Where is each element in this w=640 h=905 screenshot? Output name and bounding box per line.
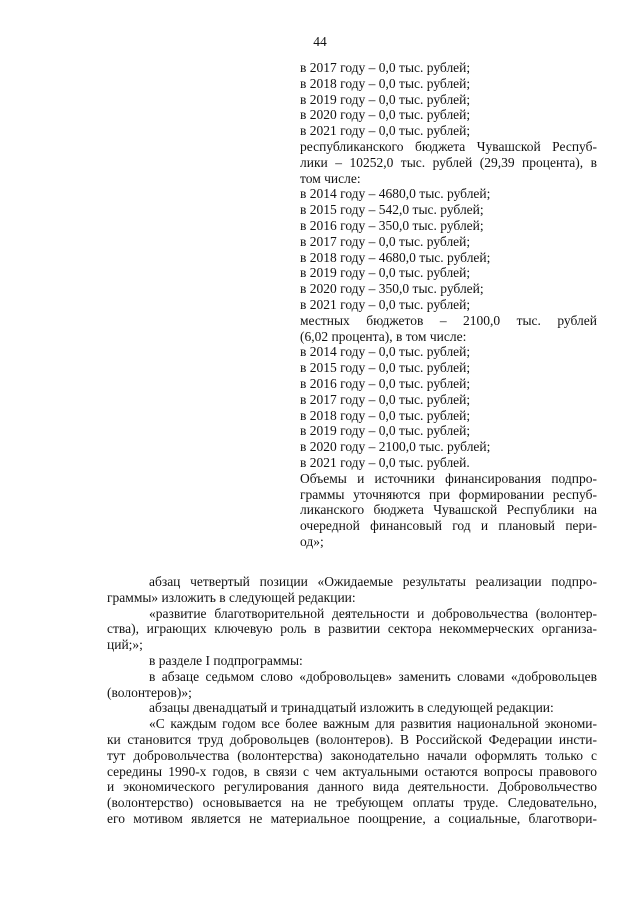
paragraph-line: (волонтеров)»; — [107, 684, 192, 700]
text-line: в 2021 году – 0,0 тыс. рублей; — [300, 123, 471, 139]
text-line: в 2017 году – 0,0 тыс. рублей; — [300, 233, 471, 249]
text-line: в 2019 году – 0,0 тыс. рублей; — [300, 265, 471, 281]
paragraph-line: ки становится труд добровольцев (волонтеров). В Российской Федерации инсти- — [107, 731, 597, 747]
text-line: в 2021 году – 0,0 тыс. рублей; — [300, 296, 471, 312]
text-line: в 2018 году – 4680,0 тыс. рублей; — [300, 249, 491, 265]
text-line: в 2018 году – 0,0 тыс. рублей; — [300, 75, 471, 91]
text-line: в 2015 году – 542,0 тыс. рублей; — [300, 202, 484, 218]
text-line: в 2017 году – 0,0 тыс. рублей; — [300, 60, 471, 75]
text-line: республиканского бюджета Чувашской Респуб- — [300, 138, 597, 154]
paragraph-line: ций;»; — [107, 637, 143, 653]
text-line: граммы уточняются при формировании респуб- — [300, 486, 597, 502]
text-line: в 2014 году – 0,0 тыс. рублей; — [300, 344, 471, 360]
paragraph-line: тут добровольчества (волонтерства) законодательно начали оформлять только с — [107, 747, 597, 763]
text-line: в 2019 году – 0,0 тыс. рублей; — [300, 91, 471, 107]
paragraph-line: и экономического регулирования данного вида деятельности. Добровольчество — [107, 779, 597, 795]
paragraph-line: абзац четвертый позиции «Ожидаемые результаты реализации подпро- — [149, 574, 597, 589]
text-line: Объемы и источники финансирования подпро- — [300, 470, 597, 486]
text-line: в 2016 году – 0,0 тыс. рублей; — [300, 375, 471, 391]
page-number: 44 — [313, 34, 327, 49]
text-line: лики – 10252,0 тыс. рублей (29,39 процента), в — [300, 154, 597, 170]
text-line: том числе: — [300, 170, 361, 186]
paragraph-line: граммы» изложить в следующей редакции: — [107, 589, 356, 605]
text-line: од»; — [300, 533, 324, 549]
paragraph-line: в разделе I подпрограммы: — [149, 652, 303, 668]
paragraph-line: ства), играющих ключевую роль в развитии сектора некоммерческих организа- — [107, 621, 597, 637]
paragraph-line: абзацы двенадцатый и тринадцатый изложить в следующей редакции: — [149, 700, 554, 716]
text-line: в 2015 году – 0,0 тыс. рублей; — [300, 360, 471, 376]
paragraph-line: «С каждым годом все более важным для развития национальной экономи- — [149, 716, 597, 732]
text-line: в 2014 году – 4680,0 тыс. рублей; — [300, 186, 491, 202]
text-line: очередной финансовый год и плановый пери- — [300, 518, 597, 534]
text-line: в 2016 году – 350,0 тыс. рублей; — [300, 217, 484, 233]
text-line: в 2020 году – 2100,0 тыс. рублей; — [300, 439, 491, 455]
paragraph-line: середины 1990-х годов, в связи с чем актуальными остаются вопросы правового — [107, 763, 597, 779]
body-text — [107, 574, 597, 827]
text-line: в 2021 году – 0,0 тыс. рублей. — [300, 454, 470, 470]
text-line: в 2019 году – 0,0 тыс. рублей; — [300, 423, 471, 439]
text-line: местных бюджетов – 2100,0 тыс. рублей — [300, 312, 597, 328]
paragraph-line: (волонтерство) основывается на не требующем оплаты труде. Следовательно, — [107, 795, 597, 811]
text-line: в 2020 году – 350,0 тыс. рублей; — [300, 281, 484, 297]
text-line: ликанского бюджета Чувашской Республики на — [300, 502, 597, 518]
financing-column — [300, 60, 597, 550]
paragraph-line: в абзаце седьмом слово «добровольцев» заменить словами «добровольцев — [149, 668, 597, 684]
text-line: (6,02 процента), в том числе: — [300, 328, 467, 344]
paragraph-line: его мотивом является не материальное поощрение, а социальные, благотвори- — [107, 810, 597, 826]
text-line: в 2018 году – 0,0 тыс. рублей; — [300, 407, 471, 423]
text-line: в 2017 году – 0,0 тыс. рублей; — [300, 391, 471, 407]
text-line: в 2020 году – 0,0 тыс. рублей; — [300, 107, 471, 123]
paragraph-line: «развитие благотворительной деятельности и добровольчества (волонтер- — [149, 605, 597, 621]
